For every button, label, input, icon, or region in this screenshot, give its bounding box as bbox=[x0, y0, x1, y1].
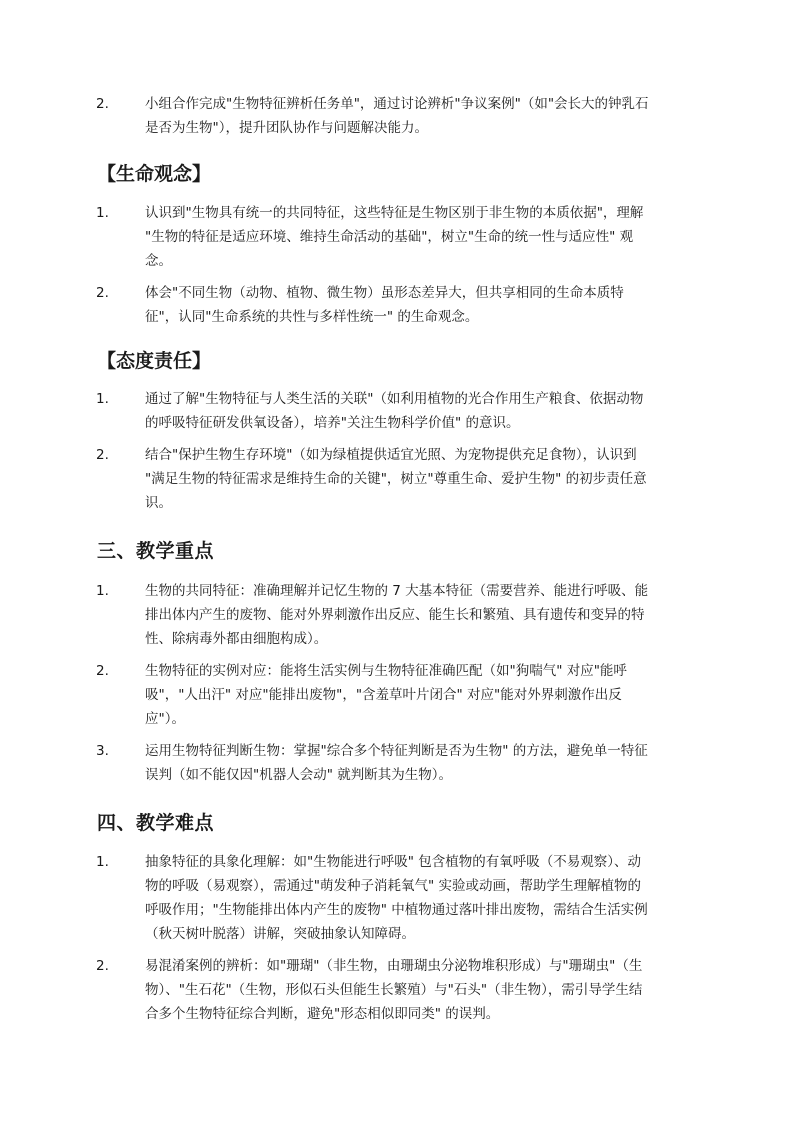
text-line: 应"）。 bbox=[145, 711, 185, 727]
text-line: 小组合作完成"生物特征辨析任务单"，通过讨论辨析"争议案例"（如"会长大的钟乳石 bbox=[145, 96, 649, 112]
list-number: 2. bbox=[96, 285, 109, 301]
list-number: 1. bbox=[96, 583, 109, 599]
list-text bbox=[145, 281, 705, 329]
list-text bbox=[145, 387, 705, 435]
life-concept-heading: 【生命观念】 bbox=[97, 163, 212, 185]
text-line: 误判（如不能仅因"机器人会动" 就判断其为生物）。 bbox=[145, 767, 452, 783]
key-points-heading: 三、教学重点 bbox=[97, 540, 215, 562]
difficult-points-heading: 四、教学难点 bbox=[97, 812, 215, 834]
list-text bbox=[145, 954, 705, 1026]
list-number: 2. bbox=[96, 663, 109, 679]
text-line: 的呼吸特征研发供氧设备），培养"关注生物科学价值" 的意识。 bbox=[145, 415, 520, 431]
text-line: 生物的共同特征：准确理解并记忆生物的 7 大基本特征（需要营养、能进行呼吸、能 bbox=[145, 583, 649, 599]
list-item bbox=[96, 954, 706, 1026]
text-line: 体会"不同生物（动物、植物、微生物）虽形态差异大，但共享相同的生命本质特 bbox=[145, 285, 624, 301]
list-item bbox=[96, 739, 706, 787]
list-number: 1. bbox=[96, 854, 109, 870]
list-text bbox=[145, 850, 705, 946]
text-line: 识。 bbox=[145, 495, 172, 511]
text-line: 呼吸作用；"生物能排出体内产生的废物" 中植物通过落叶排出废物，需结合生活实例 bbox=[145, 902, 648, 918]
list-text bbox=[145, 201, 705, 273]
list-text bbox=[145, 659, 705, 731]
text-line: 生物特征的实例对应：能将生活实例与生物特征准确匹配（如"狗喘气" 对应"能呼 bbox=[145, 663, 627, 679]
text-line: 物）、"生石花"（生物，形似石头但能生长繁殖）与"石头"（非生物），需引导学生结 bbox=[145, 982, 643, 998]
text-line: 认识到"生物具有统一的共同特征，这些特征是生物区别于非生物的本质依据"，理解 bbox=[145, 205, 644, 221]
list-item bbox=[96, 281, 706, 329]
text-line: 吸"，"人出汗" 对应"能排出废物"，"含羞草叶片闭合" 对应"能对外界刺激作出反 bbox=[145, 687, 622, 703]
list-text bbox=[145, 443, 705, 515]
text-line: 是否为生物"），提升团队协作与问题解决能力。 bbox=[145, 120, 428, 136]
text-line: 易混淆案例的辨析：如"珊瑚"（非生物，由珊瑚虫分泌物堆积形成）与"珊瑚虫"（生 bbox=[145, 958, 643, 974]
attitude-heading: 【态度责任】 bbox=[97, 350, 212, 372]
list-text bbox=[145, 739, 705, 787]
list-item bbox=[96, 443, 706, 515]
text-line: 性、除病毒外都由细胞构成）。 bbox=[145, 631, 328, 647]
list-item bbox=[96, 92, 706, 140]
list-item bbox=[96, 850, 706, 946]
text-line: 排出体内产生的废物、能对外界刺激作出反应、能生长和繁殖、具有遗传和变异的特 bbox=[145, 607, 645, 623]
list-item bbox=[96, 659, 706, 731]
list-item bbox=[96, 201, 706, 273]
list-text bbox=[145, 92, 705, 140]
text-line: 结合"保护生物生存环境"（如为绿植提供适宜光照、为宠物提供充足食物），认识到 bbox=[145, 447, 637, 463]
text-line: （秋天树叶脱落）讲解，突破抽象认知障碍。 bbox=[145, 926, 415, 942]
text-line: 运用生物特征判断生物：掌握"综合多个特征判断是否为生物" 的方法，避免单一特征 bbox=[145, 743, 648, 759]
list-number: 2. bbox=[96, 96, 109, 112]
text-line: 物的呼吸（易观察），需通过"萌发种子消耗氧气" 实验或动画，帮助学生理解植物的 bbox=[145, 878, 641, 894]
list-text bbox=[145, 579, 705, 651]
text-line: "生物的特征是适应环境、维持生命活动的基础"，树立"生命的统一性与适应性" 观 bbox=[145, 229, 634, 245]
text-line: 通过了解"生物特征与人类生活的关联"（如利用植物的光合作用生产粮食、依据动物 bbox=[145, 391, 644, 407]
list-number: 2. bbox=[96, 447, 109, 463]
list-item bbox=[96, 579, 706, 651]
text-line: 征"，认同"生命系统的共性与多样性统一" 的生命观念。 bbox=[145, 309, 479, 325]
list-item bbox=[96, 387, 706, 435]
list-number: 3. bbox=[96, 743, 109, 759]
text-line: 抽象特征的具象化理解：如"生物能进行呼吸" 包含植物的有氧呼吸（不易观察）、动 bbox=[145, 854, 641, 870]
list-number: 1. bbox=[96, 391, 109, 407]
text-line: "满足生物的特征需求是维持生命的关键"，树立"尊重生命、爱护生物" 的初步责任意 bbox=[145, 471, 647, 487]
text-line: 念。 bbox=[145, 253, 172, 269]
list-number: 2. bbox=[96, 958, 109, 974]
list-number: 1. bbox=[96, 205, 109, 221]
text-line: 合多个生物特征综合判断，避免"形态相似即同类" 的误判。 bbox=[145, 1006, 500, 1022]
